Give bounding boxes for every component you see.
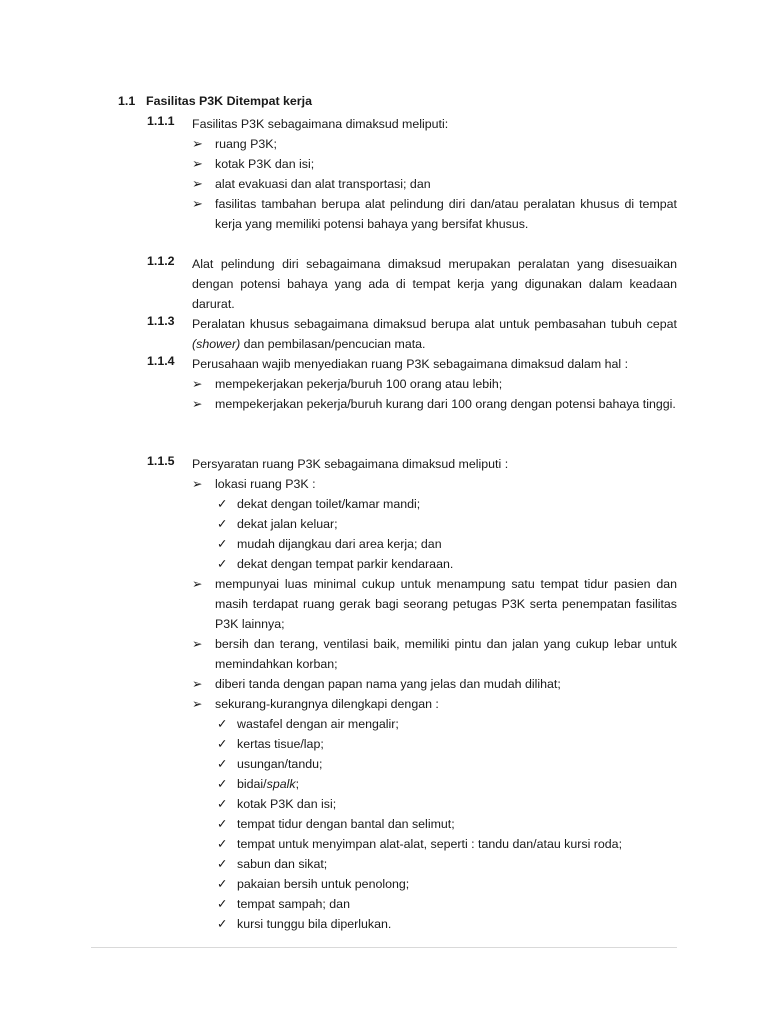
sublist-item: ✓ sabun dan sikat; bbox=[215, 854, 677, 874]
checkmark-icon: ✓ bbox=[217, 877, 228, 891]
heading-number: 1.1 bbox=[118, 94, 136, 108]
sublist-item: ✓ bidai/spalk; bbox=[215, 774, 677, 794]
checkmark-icon: ✓ bbox=[217, 557, 228, 571]
arrowhead-bullet-icon: ➢ bbox=[192, 577, 203, 591]
sublist-item: ✓ wastafel dengan air mengalir; bbox=[215, 714, 677, 734]
sublist-item: ✓ dekat dengan toilet/kamar mandi; bbox=[215, 494, 677, 514]
checkmark-icon: ✓ bbox=[217, 897, 228, 911]
list-item: ➢ mempekerjakan pekerja/buruh 100 orang atau lebih; bbox=[192, 374, 677, 394]
section-number: 1.1.4 bbox=[147, 354, 175, 368]
list-item: ➢ lokasi ruang P3K : ✓ dekat dengan toilet/kamar mandi; ✓ dekat jalan keluar; ✓ mudah dijangkau dari area kerja; dan ✓ dekat dengan tempat parkir kendaraan. bbox=[192, 474, 677, 574]
section-text: Alat pelindung diri sebagaimana dimaksud merupakan peralatan yang disesuaikan dengan potensi bahaya yang ada di tempat kerja yang digunakan dalam keadaan darurat. bbox=[192, 257, 677, 311]
sublist-item: ✓ kursi tunggu bila diperlukan. bbox=[215, 914, 677, 934]
location-sublist bbox=[215, 494, 677, 574]
checkmark-icon: ✓ bbox=[217, 817, 228, 831]
arrowhead-bullet-icon: ➢ bbox=[192, 156, 203, 171]
section-intro: Perusahaan wajib menyediakan ruang P3K sebagaimana dimaksud dalam hal : bbox=[192, 357, 629, 371]
arrowhead-bullet-icon: ➢ bbox=[192, 196, 203, 211]
sublist-item: ✓ tempat tidur dengan bantal dan selimut; bbox=[215, 814, 677, 834]
section-intro: Fasilitas P3K sebagaimana dimaksud meliputi: bbox=[192, 117, 449, 131]
heading-title: Fasilitas P3K Ditempat kerja bbox=[146, 94, 312, 108]
page-divider bbox=[91, 947, 677, 948]
sublist-item: ✓ usungan/tandu; bbox=[215, 754, 677, 774]
list-item: ➢ bersih dan terang, ventilasi baik, memiliki pintu dan jalan yang cukup lebar untuk memindahkan korban; bbox=[192, 634, 677, 674]
section-intro: Persyaratan ruang P3K sebagaimana dimaksud meliputi : bbox=[192, 457, 509, 471]
list-item: ➢ diberi tanda dengan papan nama yang jelas dan mudah dilihat; bbox=[192, 674, 677, 694]
checkmark-icon: ✓ bbox=[217, 757, 228, 771]
sublist-item: ✓ tempat sampah; dan bbox=[215, 894, 677, 914]
checkmark-icon: ✓ bbox=[217, 517, 228, 531]
section-number: 1.1.5 bbox=[147, 454, 175, 468]
requirement-list bbox=[192, 474, 677, 934]
arrowhead-bullet-icon: ➢ bbox=[192, 637, 203, 651]
section-1-1-5 bbox=[147, 454, 677, 934]
section-1-1-1 bbox=[147, 114, 677, 234]
section-1-1-4 bbox=[147, 354, 677, 414]
section-number: 1.1.3 bbox=[147, 314, 175, 328]
list-item: ➢ ruang P3K; bbox=[192, 134, 677, 154]
arrowhead-bullet-icon: ➢ bbox=[192, 176, 203, 191]
sublist-item: ✓ dekat dengan tempat parkir kendaraan. bbox=[215, 554, 677, 574]
section-heading bbox=[118, 94, 312, 108]
checkmark-icon: ✓ bbox=[217, 717, 228, 731]
list-item: ➢ alat evakuasi dan alat transportasi; dan bbox=[192, 174, 677, 194]
arrowhead-bullet-icon: ➢ bbox=[192, 677, 203, 691]
checkmark-icon: ✓ bbox=[217, 497, 228, 511]
sublist-item: ✓ dekat jalan keluar; bbox=[215, 514, 677, 534]
section-number: 1.1.1 bbox=[147, 114, 175, 128]
condition-list bbox=[192, 374, 677, 414]
sublist-item: ✓ pakaian bersih untuk penolong; bbox=[215, 874, 677, 894]
section-1-1-2 bbox=[147, 254, 677, 314]
section-text: Peralatan khusus sebagaimana dimaksud berupa alat untuk pembasahan tubuh cepat (shower) dan pembilasan/pencucian mata. bbox=[192, 317, 677, 351]
arrowhead-bullet-icon: ➢ bbox=[192, 397, 203, 411]
section-number: 1.1.2 bbox=[147, 254, 175, 268]
checkmark-icon: ✓ bbox=[217, 857, 228, 871]
equipment-sublist bbox=[215, 714, 677, 934]
checkmark-icon: ✓ bbox=[217, 737, 228, 751]
list-item: ➢ mempunyai luas minimal cukup untuk menampung satu tempat tidur pasien dan masih terdapat ruang gerak bagi seorang petugas P3K serta penempatan fasilitas P3K lainnya; bbox=[192, 574, 677, 634]
arrowhead-bullet-icon: ➢ bbox=[192, 477, 203, 491]
arrowhead-bullet-icon: ➢ bbox=[192, 136, 203, 151]
list-item: ➢ sekurang-kurangnya dilengkapi dengan : ✓ wastafel dengan air mengalir; ✓ kertas tisue/lap; ✓ usungan/tandu; ✓ bidai/spalk; ✓ kotak P3K dan isi; ✓ tempat tidur dengan bantal dan selimut; ✓ tempat untuk menyimpan alat-alat, seperti : tandu dan/atau kursi roda; ✓ sabun dan sikat; ✓ pakaian bersih untuk penolong; ✓ tempat sampah; dan ✓ kursi tunggu bila diperlukan. bbox=[192, 694, 677, 934]
checkmark-icon: ✓ bbox=[217, 917, 228, 931]
arrowhead-bullet-icon: ➢ bbox=[192, 697, 203, 711]
checkmark-icon: ✓ bbox=[217, 777, 228, 791]
list-item: ➢ fasilitas tambahan berupa alat pelindung diri dan/atau peralatan khusus di tempat kerja yang memiliki potensi bahaya yang bersifat khusus. bbox=[192, 196, 677, 231]
checkmark-icon: ✓ bbox=[217, 537, 228, 551]
sublist-item: ✓ kertas tisue/lap; bbox=[215, 734, 677, 754]
checkmark-icon: ✓ bbox=[217, 797, 228, 811]
sublist-item: ✓ tempat untuk menyimpan alat-alat, seperti : tandu dan/atau kursi roda; bbox=[215, 834, 677, 854]
list-item: ➢ kotak P3K dan isi; bbox=[192, 154, 677, 174]
checkmark-icon: ✓ bbox=[217, 837, 228, 851]
sublist-item: ✓ kotak P3K dan isi; bbox=[215, 794, 677, 814]
arrowhead-bullet-icon: ➢ bbox=[192, 377, 203, 391]
facility-list bbox=[192, 134, 677, 234]
section-1-1-3 bbox=[147, 314, 677, 354]
list-item: ➢ mempekerjakan pekerja/buruh kurang dari 100 orang dengan potensi bahaya tinggi. bbox=[192, 394, 677, 414]
sublist-item: ✓ mudah dijangkau dari area kerja; dan bbox=[215, 534, 677, 554]
